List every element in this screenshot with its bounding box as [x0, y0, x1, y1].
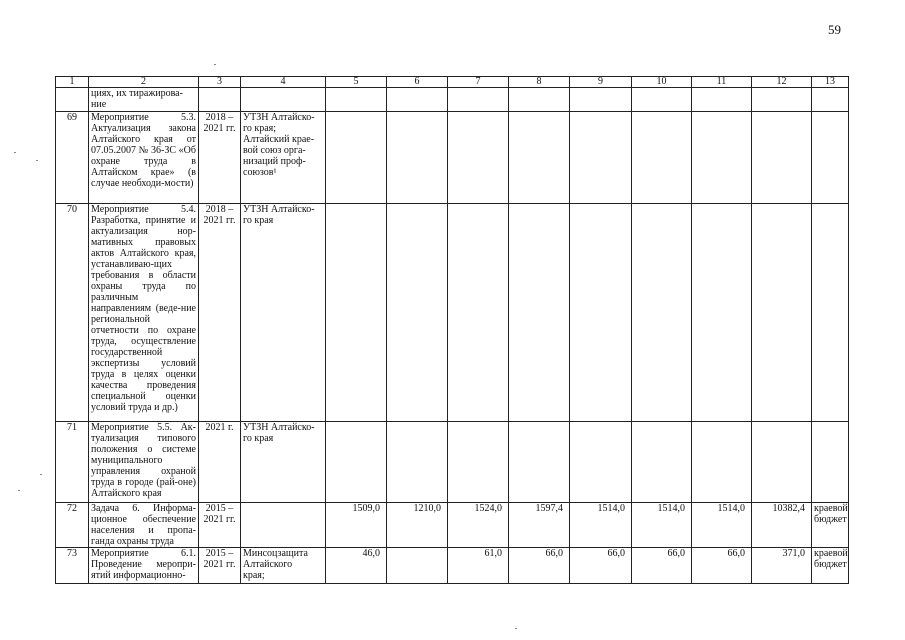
period-cell: 2018 – 2021 гг. — [199, 204, 241, 422]
table-row — [56, 548, 849, 584]
period-cell: 2015 – 2021 гг. — [199, 503, 241, 548]
executor-cell: УТЗН Алтайско- го края — [241, 422, 326, 503]
column-header: 13 — [812, 77, 849, 88]
value-cell: 1210,0 — [387, 503, 448, 548]
value-cell — [326, 422, 387, 503]
value-cell: 1597,4 — [509, 503, 570, 548]
row-number: 73 — [56, 548, 89, 584]
activity-description: циях, их тиражирова- ние — [89, 88, 199, 112]
value-cell: 66,0 — [509, 548, 570, 584]
value-cell — [509, 204, 570, 422]
value-cell — [326, 112, 387, 204]
column-header: 11 — [692, 77, 752, 88]
period-cell: 2018 – 2021 гг. — [199, 112, 241, 204]
value-cell: 1514,0 — [570, 503, 632, 548]
value-cell — [448, 422, 509, 503]
column-header: 1 — [56, 77, 89, 88]
column-header: 2 — [89, 77, 199, 88]
value-cell — [570, 88, 632, 112]
row-number: 71 — [56, 422, 89, 503]
funding-source-cell: краевой бюджет — [812, 548, 849, 584]
value-cell — [632, 422, 692, 503]
column-header: 7 — [448, 77, 509, 88]
value-cell — [692, 88, 752, 112]
value-cell — [752, 88, 812, 112]
value-cell — [387, 112, 448, 204]
column-header: 4 — [241, 77, 326, 88]
value-cell — [570, 112, 632, 204]
scan-speck — [18, 490, 20, 491]
value-cell: 66,0 — [570, 548, 632, 584]
value-cell: 46,0 — [326, 548, 387, 584]
value-cell — [570, 204, 632, 422]
period-cell: 2015 – 2021 гг. — [199, 548, 241, 584]
column-header: 8 — [509, 77, 570, 88]
activity-description: Мероприятие 5.4. Разработка, принятие и актуализация нор-мативных правовых актов Алтайского края, устанавливаю-щих требования в области охраны труда по различным направлениям (веде-ние региональной отчетности по охране труда, осуществление государственной экспертизы условий труда в целях оценки качества проведения специальной оценки условий труда и др.) — [89, 204, 199, 422]
value-cell — [326, 204, 387, 422]
funding-source-cell: краевой бюджет — [812, 503, 849, 548]
value-cell: 1514,0 — [632, 503, 692, 548]
value-cell — [692, 422, 752, 503]
scan-speck — [36, 160, 38, 161]
row-number — [56, 88, 89, 112]
value-cell — [387, 204, 448, 422]
executor-cell: Минсоцзащита Алтайского края; — [241, 548, 326, 584]
period-cell: 2021 г. — [199, 422, 241, 503]
executor-cell: УТЗН Алтайско- го края — [241, 204, 326, 422]
budget-table — [55, 76, 849, 584]
value-cell — [326, 88, 387, 112]
scan-speck — [40, 474, 42, 475]
period-cell — [199, 88, 241, 112]
page-number: 59 — [828, 22, 841, 37]
activity-description: Мероприятие 5.3. Актуализация закона Алтайского края от 07.05.2007 № 36-ЗС «Об охране труда в Алтайском крае» (в случае необходи-мости) — [89, 112, 199, 204]
activity-description: Задача 6. Информа-ционное обеспечение населения и пропа-ганда охраны труда — [89, 503, 199, 548]
row-number: 72 — [56, 503, 89, 548]
activity-description: Мероприятие 6.1. Проведение меропри-ятий информационно- — [89, 548, 199, 584]
scan-speck — [14, 152, 16, 153]
value-cell — [509, 88, 570, 112]
row-number: 70 — [56, 204, 89, 422]
value-cell — [632, 204, 692, 422]
value-cell — [448, 88, 509, 112]
value-cell — [448, 204, 509, 422]
value-cell: 66,0 — [692, 548, 752, 584]
column-header: 9 — [570, 77, 632, 88]
table-row — [56, 88, 849, 112]
executor-cell — [241, 88, 326, 112]
value-cell — [387, 548, 448, 584]
table-row — [56, 503, 849, 548]
executor-cell — [241, 503, 326, 548]
table-row — [56, 112, 849, 204]
value-cell — [692, 112, 752, 204]
funding-source-cell — [812, 204, 849, 422]
row-number: 69 — [56, 112, 89, 204]
value-cell — [752, 422, 812, 503]
executor-cell: УТЗН Алтайско- го края; Алтайский крае- вой союз орга- низаций проф- союзов¹ — [241, 112, 326, 204]
scan-speck — [214, 64, 216, 65]
value-cell: 1509,0 — [326, 503, 387, 548]
column-header: 6 — [387, 77, 448, 88]
value-cell — [387, 422, 448, 503]
value-cell: 1514,0 — [692, 503, 752, 548]
value-cell — [632, 88, 692, 112]
value-cell — [692, 204, 752, 422]
funding-source-cell — [812, 112, 849, 204]
value-cell — [509, 422, 570, 503]
table-row — [56, 422, 849, 503]
funding-source-cell — [812, 422, 849, 503]
table-row — [56, 204, 849, 422]
column-number-row — [56, 77, 849, 88]
column-header: 10 — [632, 77, 692, 88]
value-cell: 1524,0 — [448, 503, 509, 548]
value-cell — [752, 204, 812, 422]
value-cell — [752, 112, 812, 204]
value-cell: 371,0 — [752, 548, 812, 584]
value-cell: 10382,4 — [752, 503, 812, 548]
value-cell: 61,0 — [448, 548, 509, 584]
column-header: 3 — [199, 77, 241, 88]
value-cell — [509, 112, 570, 204]
scan-speck — [515, 628, 517, 629]
value-cell — [570, 422, 632, 503]
value-cell — [387, 88, 448, 112]
value-cell: 66,0 — [632, 548, 692, 584]
funding-source-cell — [812, 88, 849, 112]
column-header: 5 — [326, 77, 387, 88]
value-cell — [632, 112, 692, 204]
activity-description: Мероприятие 5.5. Ак-туализация типового положения о системе муниципального управления охраной труда в городе (рай-оне) Алтайского края — [89, 422, 199, 503]
value-cell — [448, 112, 509, 204]
column-header: 12 — [752, 77, 812, 88]
